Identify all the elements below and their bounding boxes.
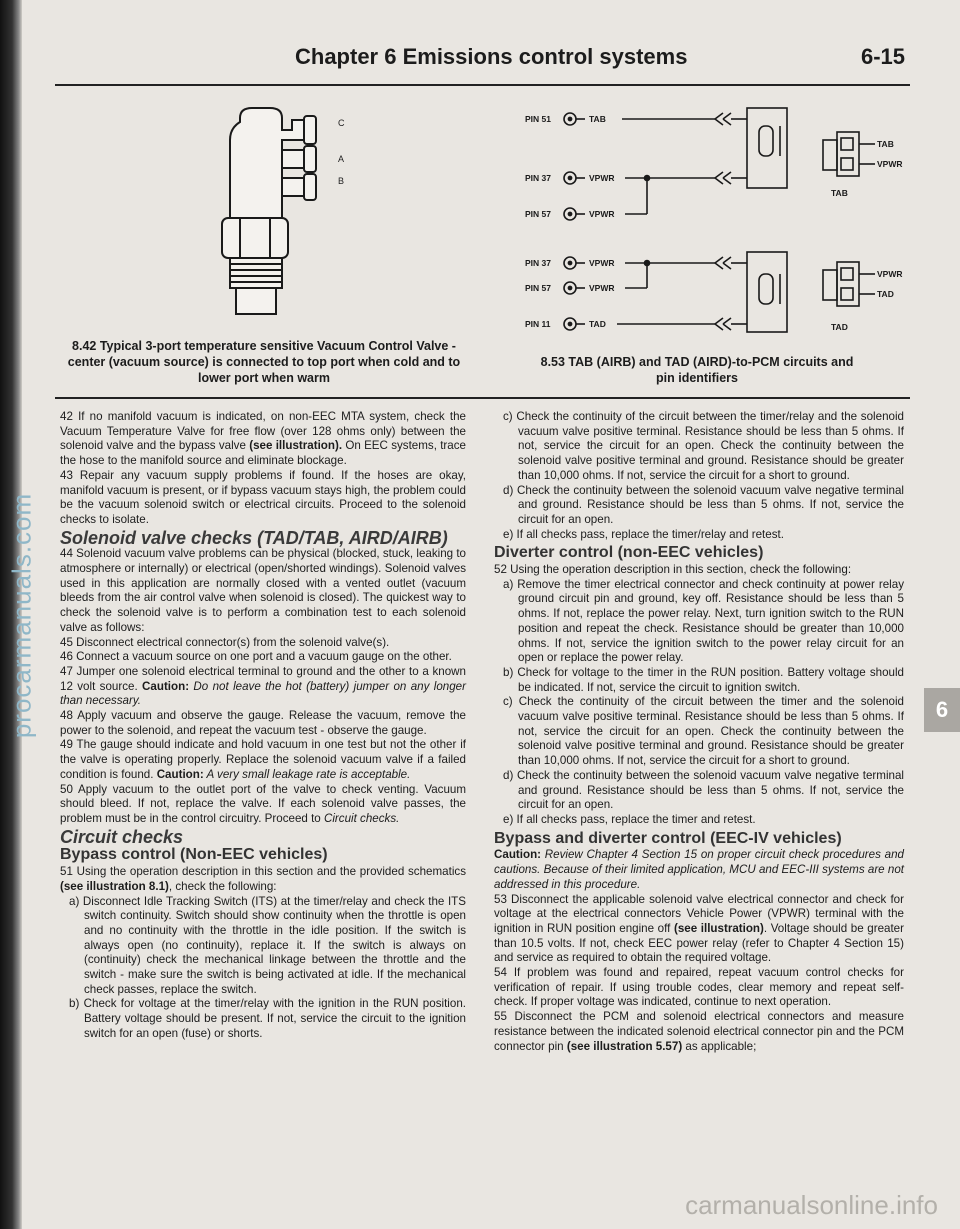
- chapter-title: Chapter 6 Emissions control systems: [295, 44, 688, 69]
- tad-connector-top: VPWR: [877, 269, 903, 279]
- tab-pin-2: PIN 37: [525, 173, 551, 183]
- para-44: 44 Solenoid vacuum valve problems can be physical (blocked, stuck, leaking to atmosphere or internally) or electrical (open/shorted windings). Solenoid valves used in this application are normally closed with a vented outlet (vacuum bleeds from the air control valve when solenoid is closed). The quickest way to check the solenoid valve is to perform a combination test to each solenoid valve as follows:: [60, 547, 467, 634]
- heading-bypass-non-eec: Bypass control (Non-EEC vehicles): [60, 846, 328, 864]
- tad-pin-3: PIN 11: [525, 319, 551, 329]
- tad-signal-2: VPWR: [589, 283, 615, 293]
- para-51c: c) Check the continuity of the circuit between the timer/relay and the solenoid vacuum valve positive terminal. Resistance should be less than 5 ohms. If not, service the circuit for an open. Check the continuity between the solenoid valve positive terminal and ground. Resistance should be greater than 10,000 ohms. If not, service the circuit for a short to ground.: [503, 410, 904, 482]
- tab-pin-1: PIN 51: [525, 114, 551, 124]
- tab-pin-3: PIN 57: [525, 209, 551, 219]
- tad-pin-2: PIN 57: [525, 283, 551, 293]
- para-53: 53 Disconnect the applicable solenoid valve electrical connector and check for voltage at the electrical connectors Vehicle Power (VPWR) terminal with the ignition in RUN position engine off (see illustration). Voltage should be greater than 10.5 volts. If not, check EEC power relay (refer to Chapter 4 Section 15) and service as required to obtain the required voltage.: [494, 892, 904, 965]
- right-column: [494, 410, 904, 1054]
- para-46: 46 Connect a vacuum source on one port and a vacuum gauge on the other.: [60, 650, 452, 664]
- para-55: 55 Disconnect the PCM and solenoid electrical connectors and measure resistance between the indicated solenoid electrical connector pin and the PCM connector pin (see illustration 5.57) as applicable;: [494, 1010, 904, 1053]
- para-52b: b) Check for voltage to the timer in the RUN position. Battery voltage should be indicated. If not, service the circuit to ignition switch.: [503, 665, 904, 694]
- tab-signal-3: VPWR: [589, 209, 615, 219]
- figure-853-caption: 8.53 TAB (AIRB) and TAD (AIRD)-to-PCM circuits and pin identifiers: [540, 355, 854, 385]
- para-48: 48 Apply vacuum and observe the gauge. Release the vacuum, remove the power to the solenoid, and repeat the vacuum test - observe the gauge.: [60, 709, 466, 737]
- tad-signal-1: VPWR: [589, 258, 615, 268]
- tad-signal-3: TAD: [589, 319, 606, 329]
- para-51b: b) Check for voltage at the timer/relay with the ignition in the RUN position. Battery voltage should be present. If not, service the circuit to the ignition switch for an open (fuse) or shorts.: [69, 997, 466, 1040]
- para-51d: d) Check the continuity between the solenoid vacuum valve negative terminal and ground. Resistance should be less than 5 ohms. If not, service the circuit for an open.: [503, 483, 904, 526]
- page-number: 6-15: [860, 44, 905, 69]
- figure-rule: [55, 397, 910, 399]
- figure-842-valve-drawing: [200, 100, 360, 320]
- para-47: 47 Jumper one solenoid electrical terminal to ground and the other to a known 12 volt source. Caution: Do not leave the hot (battery) jumper on any longer than necessary.: [60, 664, 466, 708]
- para-49: 49 The gauge should indicate and hold vacuum in one test but not the other if the valve is operating properly. Replace the solenoid vacuum valve if a failed condition is found. Caution: A very small leakage rate is acceptable.: [60, 738, 466, 781]
- tab-signal-2: VPWR: [589, 173, 615, 183]
- para-52c: c) Check the continuity of the circuit between the timer and the solenoid vacuum valve positive terminal. Resistance should be less than 5 ohms. If not, service the circuit for an open. Check the continuity between the solenoid valve positive terminal and ground. Resistance should be greater than 10,000 ohms. If not, service the circuit for a short to ground.: [503, 695, 904, 768]
- heading-circuit-checks: Circuit checks: [60, 826, 184, 847]
- watermark-bottom: carmanualsonline.info: [685, 1190, 938, 1220]
- heading-diverter-non-eec: Diverter control (non-EEC vehicles): [494, 544, 764, 562]
- port-label-b: B: [338, 176, 345, 186]
- tad-pin-1: PIN 37: [525, 258, 551, 268]
- para-51: 51 Using the operation description in this section and the provided schematics (see illustration 8.1), check the following:: [60, 865, 466, 893]
- para-52e: e) If all checks pass, replace the timer and retest.: [503, 812, 756, 826]
- para-43: 43 Repair any vacuum supply problems if found. If the hoses are okay, manifold vacuum is present, or if bypass vacuum stays high, the problem could be the vacuum solenoid switch or electrical circuits. Proceed to the solenoid checks to isolate.: [60, 468, 466, 526]
- tab-connector-bottom: VPWR: [877, 159, 903, 169]
- para-52a: a) Remove the timer electrical connector and check continuity at power relay ground circuit pin and ground, key off. Resistance should be less than 5 ohms. If not, replace the power relay. Next, turn ignition switch to the RUN position and repeat the check. Resistance should be greater than 10,000 ohms. If not, service the ignition switch to the power relay circuit for an open or replace the power relay.: [503, 577, 904, 665]
- para-42: 42 If no manifold vacuum is indicated, on non-EEC MTA system, check the Vacuum Temperature Valve for free flow (over 128 ohms only) between the solenoid valve and the bypass valve (see illustration). On EEC systems, trace the hose to the manifold source and eliminate blockage.: [60, 410, 466, 468]
- caution-eec: Caution: Review Chapter 4 Section 15 on proper circuit check procedures and cautions. Because of their limited application, MCU and EEC-III systems are not addressed in this procedure.: [494, 848, 904, 891]
- watermark-left: procarmanuals.com: [6, 492, 37, 739]
- heading-bypass-eec-iv: Bypass and diverter control (EEC-IV vehicles): [494, 829, 842, 847]
- para-50: 50 Apply vacuum to the outlet port of the valve to check venting. Vacuum should bleed. If not, replace the valve. If each solenoid valve passes, the problem must be in the control circuitry. Proceed to Circuit checks.: [60, 782, 466, 825]
- tad-connector-bottom: TAD: [877, 289, 894, 299]
- tab-connector-top: TAB: [877, 139, 894, 149]
- section-thumb-tab: 6: [924, 688, 960, 732]
- port-label-c: C: [338, 118, 345, 128]
- para-51a: a) Disconnect Idle Tracking Switch (ITS) at the timer/relay and check the ITS switch continuity. Switch should show continuity when the throttle is open and no continuity with the throttle in the idle position. If the switch is always open (no continuity), replace it. If the switch is always on (continuity) check the mechanical linkage between the throttle and the switch - make sure the switch is being activated at idle. If the mechanical check passes, replace the switch.: [69, 894, 466, 996]
- tad-connector-label: TAD: [831, 322, 848, 332]
- tab-signal-1: TAB: [589, 114, 606, 124]
- para-45: 45 Disconnect electrical connector(s) from the solenoid valve(s).: [60, 635, 390, 649]
- port-label-a: A: [338, 154, 345, 164]
- figure-853-circuit-diagram: [485, 96, 905, 336]
- figure-842-caption: 8.42 Typical 3-port temperature sensitive Vacuum Control Valve - center (vacuum source) is connected to top port when cold and to lower port when warm: [67, 339, 461, 385]
- para-52: 52 Using the operation description in this section, check the following:: [494, 563, 852, 577]
- para-54: 54 If problem was found and repaired, repeat vacuum control checks for verification of repair. If using trouble codes, clear memory and repeat self-check. If proper voltage was indicated, continue to next operation.: [494, 966, 904, 1009]
- header-rule: [55, 84, 910, 86]
- para-52d: d) Check the continuity between the solenoid vacuum valve negative terminal and ground. Resistance should be less than 5 ohms. If not, service the circuit for an open.: [503, 768, 904, 812]
- heading-solenoid-checks: Solenoid valve checks (TAD/TAB, AIRD/AIRB): [60, 527, 448, 548]
- left-column: [60, 410, 466, 1042]
- page-header: [295, 44, 905, 76]
- tab-connector-label: TAB: [831, 188, 848, 198]
- para-51e: e) If all checks pass, replace the timer/relay and retest.: [503, 527, 784, 541]
